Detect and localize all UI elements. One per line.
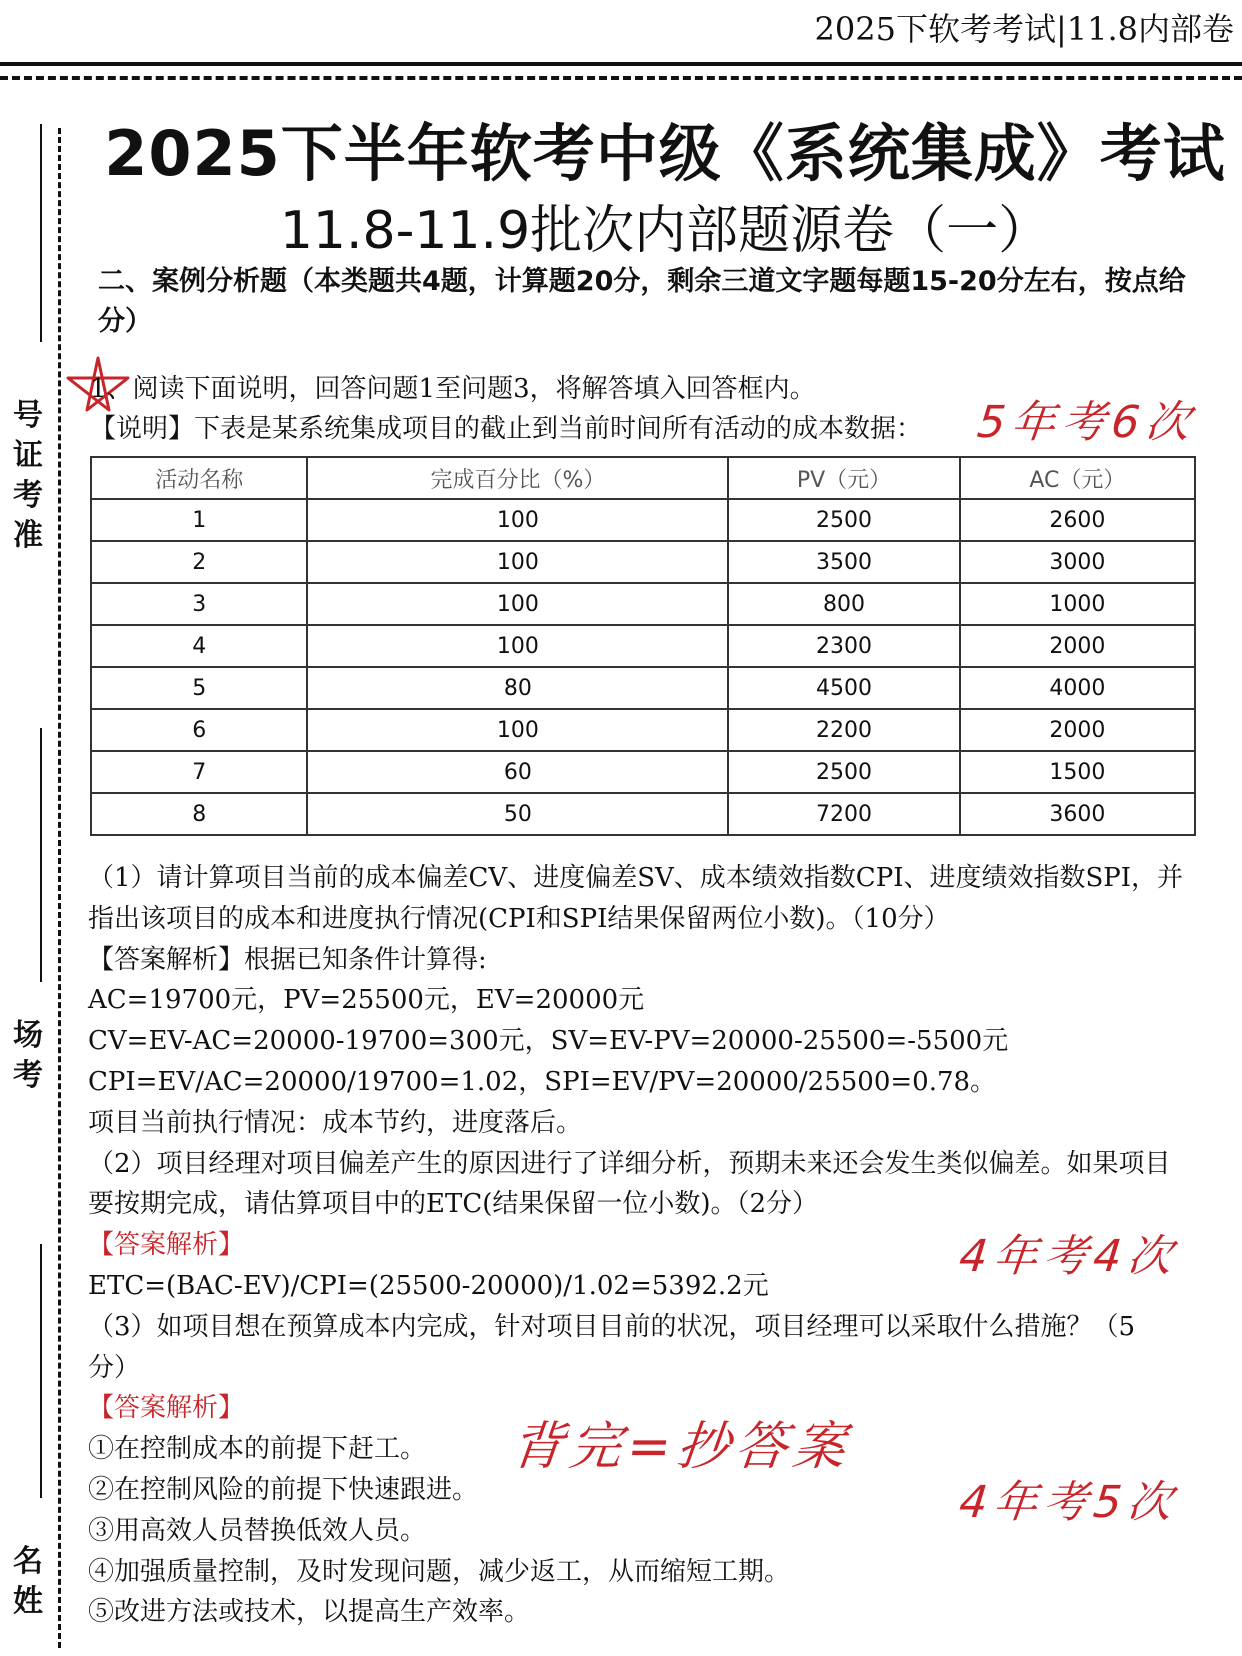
cell: 2200 — [728, 709, 959, 751]
q1-answer-2: CV=EV-AC=20000-19700=300元，SV=EV-PV=20000-25500=-5500元 — [88, 1026, 1009, 1057]
q2-answer-head: 【答案解析】 — [88, 1230, 245, 1261]
section-heading: 二、案例分析题（本类题共4题，计算题20分，剩余三道文字题每题15-20分左右，按点给分） — [98, 266, 1186, 337]
margin-line-top — [40, 124, 42, 342]
cell: 2000 — [960, 709, 1195, 751]
table-row — [91, 667, 1195, 709]
q1-answer-3: CPI=EV/AC=20000/19700=1.02，SPI=EV/PV=20000/25500=0.78。 — [88, 1066, 997, 1097]
page-subtitle: 11.8-11.9批次内部题源卷（一） — [279, 201, 1051, 261]
col-header-activity: 活动名称 — [91, 457, 307, 499]
exam-room-label-char: 场 — [13, 1018, 43, 1053]
cell: 4 — [91, 625, 307, 667]
cell: 100 — [307, 499, 728, 541]
exam-id-label-char: 准 — [13, 518, 43, 553]
q3-item: ④加强质量控制，及时发现问题，减少返工，从而缩短工期。 — [88, 1556, 791, 1587]
table-row — [91, 499, 1195, 541]
cell: 50 — [307, 793, 728, 835]
cell: 5 — [91, 667, 307, 709]
question-description: 【说明】下表是某系统集成项目的截止到当前时间所有活动的成本数据： — [90, 414, 923, 444]
header-rule — [0, 62, 1242, 66]
name-label-char: 姓 — [13, 1584, 43, 1619]
cell: 800 — [728, 583, 959, 625]
col-header-pv: PV（元） — [728, 457, 959, 499]
page-title: 2025下半年软考中级《系统集成》考试 — [104, 117, 1226, 190]
q1-answer-head: 【答案解析】根据已知条件计算得: — [88, 944, 487, 975]
cell: 2300 — [728, 625, 959, 667]
q2-line1: （2）项目经理对项目偏差产生的原因进行了详细分析，预期未来还会发生类似偏差。如果项目 — [88, 1148, 1171, 1179]
cell: 100 — [307, 625, 728, 667]
margin-line-mid — [40, 728, 42, 982]
cell: 3 — [91, 583, 307, 625]
exam-id-label-char: 号 — [13, 398, 43, 433]
q3-line2: 分） — [88, 1352, 141, 1383]
table-row — [91, 541, 1195, 583]
q3-item: ②在控制风险的前提下快速跟进。 — [88, 1474, 479, 1505]
header-dashed-rule — [0, 76, 1242, 80]
cell: 3000 — [960, 541, 1195, 583]
cell: 1 — [91, 499, 307, 541]
cell: 100 — [307, 709, 728, 751]
exam-id-label-char: 证 — [13, 438, 43, 473]
cell: 2500 — [728, 499, 959, 541]
col-header-percent: 完成百分比（%） — [307, 457, 728, 499]
cell: 2600 — [960, 499, 1195, 541]
cell: 3500 — [728, 541, 959, 583]
handwritten-note-3: 背完=抄答案 — [508, 1417, 855, 1477]
exam-room-label-char: 考 — [13, 1058, 43, 1093]
cell: 1500 — [960, 751, 1195, 793]
q3-item: ⑤改进方法或技术，以提高生产效率。 — [88, 1597, 531, 1628]
cell: 2 — [91, 541, 307, 583]
q1-line2: 指出该项目的成本和进度执行情况(CPI和SPI结果保留两位小数)。（10分） — [88, 903, 950, 934]
handwritten-note-4: 4年考5次 — [956, 1477, 1181, 1528]
cell: 100 — [307, 583, 728, 625]
exam-id-label-char: 考 — [13, 478, 43, 513]
q2-answer-1: ETC=(BAC-EV)/CPI=(25500-20000)/1.02=5392.2元 — [88, 1270, 769, 1301]
q3-line1: （3）如项目想在预算成本内完成，针对项目目前的状况，项目经理可以采取什么措施？（5 — [88, 1311, 1136, 1342]
col-header-ac: AC（元） — [960, 457, 1195, 499]
cell: 6 — [91, 709, 307, 751]
cell: 4500 — [728, 667, 959, 709]
question-intro: 1、阅读下面说明，回答问题1至问题3，将解答填入回答框内。 — [90, 374, 816, 404]
cell: 7 — [91, 751, 307, 793]
cell: 2500 — [728, 751, 959, 793]
table-row — [91, 625, 1195, 667]
q2-line2: 要按期完成，请估算项目中的ETC(结果保留一位小数)。（2分） — [88, 1189, 819, 1220]
handwritten-note-1: 5年考6次 — [974, 397, 1199, 448]
header-tag: 2025下软考考试|11.8内部卷 — [814, 10, 1234, 48]
cost-table — [90, 456, 1196, 836]
cell: 3600 — [960, 793, 1195, 835]
table-header-row — [91, 457, 1195, 499]
q1-line1: （1）请计算项目当前的成本偏差CV、进度偏差SV、成本绩效指数CPI、进度绩效指数SPI，并 — [88, 863, 1184, 893]
cell: 60 — [307, 751, 728, 793]
exam-room-label — [8, 1016, 48, 1096]
q3-answer-head: 【答案解析】 — [88, 1393, 245, 1424]
cell: 4000 — [960, 667, 1195, 709]
q1-answer-4: 项目当前执行情况：成本节约，进度落后。 — [88, 1107, 583, 1138]
q3-item: ③用高效人员替换低效人员。 — [88, 1515, 427, 1546]
margin-line-bottom — [40, 1244, 42, 1498]
cell: 1000 — [960, 583, 1195, 625]
table-row — [91, 793, 1195, 835]
cell: 80 — [307, 667, 728, 709]
binding-dashed-line — [58, 128, 61, 1648]
name-label — [8, 1542, 48, 1622]
q3-item: ①在控制成本的前提下赶工。 — [88, 1434, 427, 1465]
table-row — [91, 583, 1195, 625]
cell: 100 — [307, 541, 728, 583]
table-row — [91, 709, 1195, 751]
handwritten-note-2: 4年考4次 — [956, 1231, 1181, 1282]
table-row — [91, 751, 1195, 793]
cell: 2000 — [960, 625, 1195, 667]
name-label-char: 名 — [13, 1544, 43, 1579]
cell: 7200 — [728, 793, 959, 835]
cell: 8 — [91, 793, 307, 835]
exam-id-label — [8, 396, 48, 556]
q1-answer-1: AC=19700元，PV=25500元，EV=20000元 — [88, 985, 645, 1016]
